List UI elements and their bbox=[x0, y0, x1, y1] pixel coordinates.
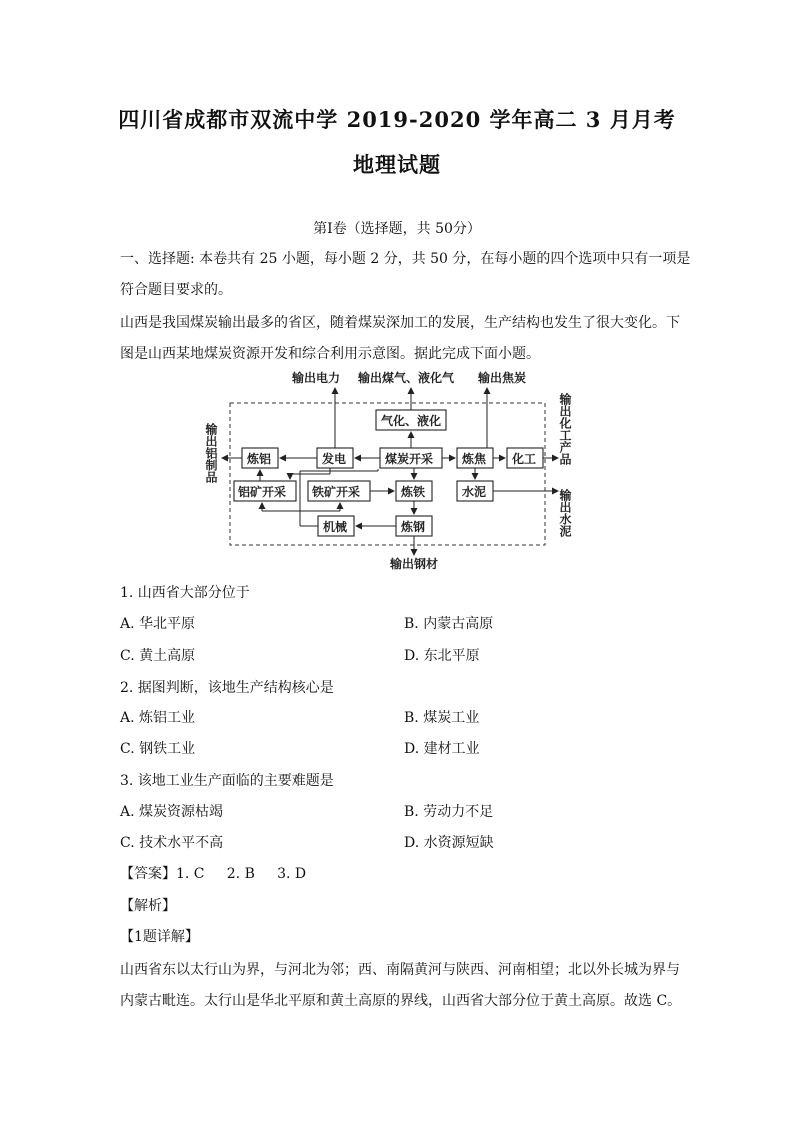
svg-text:气化、液化: 气化、液化 bbox=[381, 414, 442, 428]
question-3-option-b: B. 劳动力不足 bbox=[404, 804, 494, 820]
page-title-line1: 四川省成都市双流中学 2019-2020 学年高二 3 月月考 bbox=[118, 107, 676, 132]
question-2-option-b: B. 煤炭工业 bbox=[404, 710, 480, 726]
section-heading: 第Ⅰ卷（选择题，共 50分） bbox=[313, 221, 481, 237]
svg-text:炼焦: 炼焦 bbox=[462, 452, 487, 466]
label-output-gas: 输出煤气、液化气 bbox=[358, 371, 455, 385]
svg-text:化工: 化工 bbox=[512, 452, 537, 466]
instruction-line-1: 一、选择题: 本卷共有 25 小题，每小题 2 分，共 50 分，在每小题的四个选项中只有一项是 bbox=[120, 251, 691, 267]
box-cement bbox=[457, 481, 493, 501]
box-machinery bbox=[318, 516, 354, 536]
box-steel bbox=[396, 516, 432, 536]
coal-utilization-diagram bbox=[200, 365, 590, 575]
answer-label: 【答案】 bbox=[120, 866, 176, 882]
question-1-option-c: C. 黄土高原 bbox=[120, 648, 196, 664]
svg-text:炼铝: 炼铝 bbox=[247, 452, 272, 466]
box-gasify bbox=[376, 410, 446, 430]
box-chemical bbox=[507, 448, 543, 468]
question-2-stem: 2. 据图判断，该地生产结构核心是 bbox=[120, 680, 334, 696]
passage-line-1: 山西是我国煤炭输出最多的省区，随着煤炭深加工的发展，生产结构也发生了很大变化。下 bbox=[120, 315, 680, 331]
svg-text:煤炭开采: 煤炭开采 bbox=[385, 452, 434, 466]
svg-text:炼铁: 炼铁 bbox=[401, 485, 426, 499]
answer-values: 1. C 2. B 3. D bbox=[176, 866, 307, 882]
svg-text:水泥: 水泥 bbox=[462, 485, 487, 499]
question-3-stem: 3. 该地工业生产面临的主要难题是 bbox=[120, 773, 334, 789]
analysis-q1-line-1: 山西省东以太行山为界，与河北为邻；西、南隔黄河与陕西、河南相望；北以外长城为界与 bbox=[120, 962, 680, 978]
label-output-steel: 输出钢材 bbox=[390, 557, 439, 571]
box-coking bbox=[457, 448, 493, 468]
box-iron-mining bbox=[308, 481, 370, 501]
question-3-option-d: D. 水资源短缺 bbox=[404, 835, 494, 851]
question-2-option-c: C. 钢铁工业 bbox=[120, 741, 196, 757]
label-output-aluminum: 输出铝制品 bbox=[204, 423, 218, 483]
svg-text:发电: 发电 bbox=[322, 452, 347, 466]
question-2-option-d: D. 建材工业 bbox=[404, 741, 480, 757]
box-coal-mining bbox=[380, 448, 442, 468]
box-aluminum bbox=[242, 448, 278, 468]
svg-text:炼钢: 炼钢 bbox=[401, 520, 426, 534]
analysis-q1-line-2: 内蒙古毗连。太行山是华北平原和黄土高原的界线，山西省大部分位于黄土高原。故选 C。 bbox=[120, 993, 682, 1009]
instruction-line-2: 符合题目要求的。 bbox=[120, 282, 232, 298]
page-title-line2: 地理试题 bbox=[353, 152, 441, 177]
question-1-option-b: B. 内蒙古高原 bbox=[404, 616, 494, 632]
question-1-option-a: A. 华北平原 bbox=[120, 616, 196, 632]
answer-line bbox=[120, 863, 306, 883]
question-1-stem: 1. 山西省大部分位于 bbox=[120, 585, 250, 601]
svg-text:铝矿开采: 铝矿开采 bbox=[238, 485, 287, 499]
passage-line-2: 图是山西某地煤炭资源开发和综合利用示意图。据此完成下面小题。 bbox=[120, 346, 540, 362]
label-output-coke: 输出焦炭 bbox=[478, 371, 527, 385]
svg-text:机械: 机械 bbox=[323, 520, 348, 534]
question-2-option-a: A. 炼铝工业 bbox=[120, 710, 196, 726]
label-output-cement: 输出水泥 bbox=[558, 489, 572, 537]
analysis-label: 【解析】 bbox=[120, 898, 176, 914]
label-output-power: 输出电力 bbox=[292, 371, 341, 385]
label-output-chemical: 输出化工产品 bbox=[558, 393, 572, 465]
question-3-option-c: C. 技术水平不高 bbox=[120, 835, 224, 851]
analysis-q1-label: 【1题详解】 bbox=[120, 929, 199, 945]
question-1-option-d: D. 东北平原 bbox=[404, 648, 480, 664]
box-iron-smelt bbox=[396, 481, 432, 501]
box-power-gen bbox=[317, 448, 353, 468]
box-bauxite bbox=[234, 481, 296, 501]
question-3-option-a: A. 煤炭资源枯竭 bbox=[120, 804, 224, 820]
svg-text:铁矿开采: 铁矿开采 bbox=[312, 485, 361, 499]
